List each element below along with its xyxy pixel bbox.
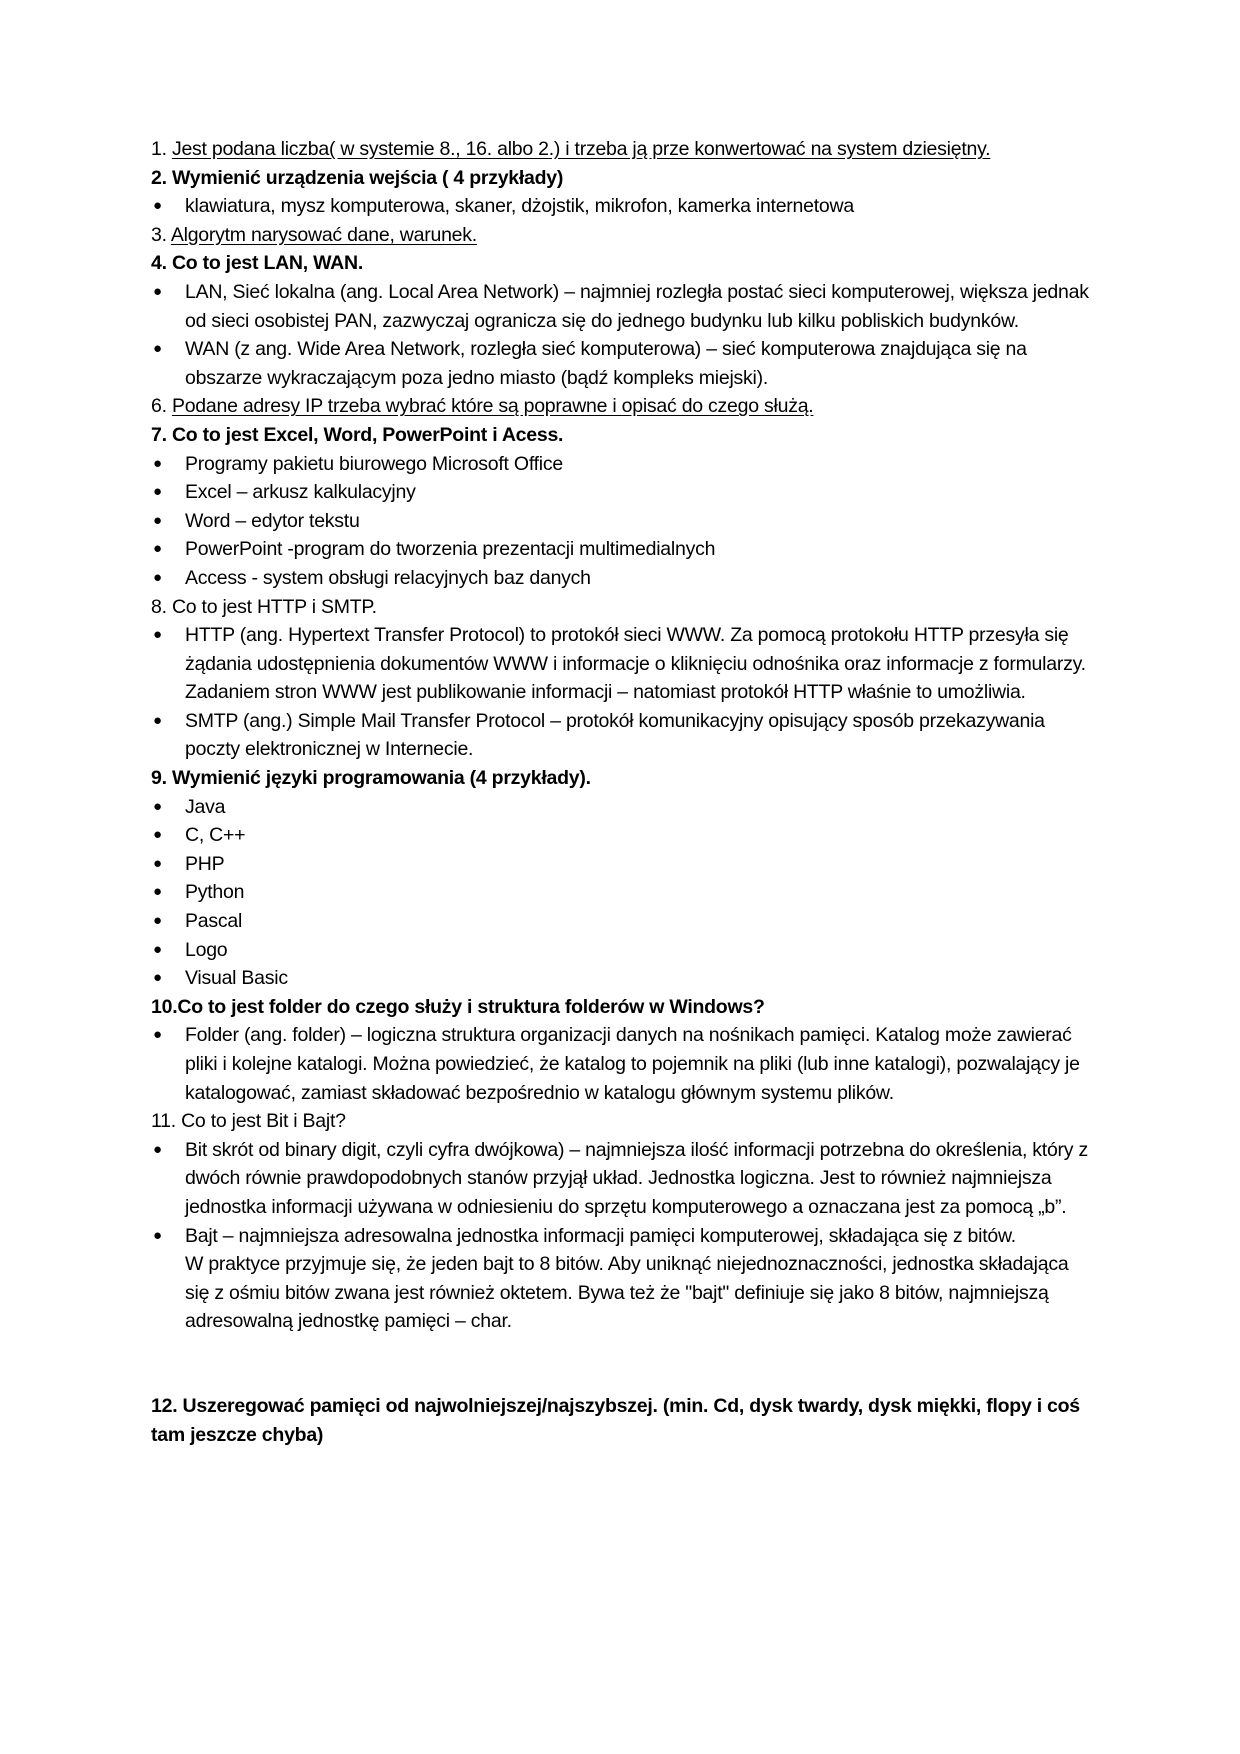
list-item-text: Programy pakietu biurowego Microsoft Office xyxy=(185,452,563,475)
question-text: Co to jest HTTP i SMTP. xyxy=(171,595,377,618)
bullet-icon: ● xyxy=(153,626,162,644)
list-item xyxy=(151,535,1091,564)
question-7 xyxy=(151,421,1091,450)
bullet-icon: ● xyxy=(153,1226,162,1244)
list-item-text: HTTP (ang. Hypertext Transfer Protocol) to protokół sieci WWW. Za pomocą protokołu HTTP przesyła się żądania udostępnienia dokumentów WWW i informacje o kliknięciu odnośnika oraz informacje z formularzy. Zadaniem stron WWW jest publikowanie informacji – natomiast protokół HTTP właśnie to umożliwia. xyxy=(185,624,1086,704)
list-item xyxy=(151,450,1091,479)
list-item-text: Excel – arkusz kalkulacyjny xyxy=(185,481,416,504)
question-number: 4. xyxy=(151,252,167,275)
question-number: 6. xyxy=(151,395,167,418)
bullet-icon: ● xyxy=(153,883,162,901)
list-item xyxy=(151,964,1091,993)
list-item xyxy=(151,936,1091,965)
question-10 xyxy=(151,993,1091,1022)
bullet-icon: ● xyxy=(153,969,162,987)
bullet-icon: ● xyxy=(153,711,162,729)
answer-list-q9 xyxy=(151,793,1091,993)
list-item-text: Logo xyxy=(185,938,228,961)
bullet-icon: ● xyxy=(153,826,162,844)
question-number: 12. xyxy=(151,1394,178,1417)
question-number: 7. xyxy=(151,423,167,446)
list-item-text: Bit skrót od binary digit, czyli cyfra dwójkowa) – najmniejsza ilość informacji potrzebna do określenia, który z dwóch równie prawdopodobnych stanów przyjął układ. Jednostka logiczna. Jest to również najmniejsza jednostka informacji używana w odniesieniu do sprzętu komputerowego a oznaczana jest za pomocą „b”. xyxy=(185,1138,1088,1218)
bullet-icon: ● xyxy=(153,540,162,558)
bullet-icon: ● xyxy=(153,1140,162,1158)
list-item-text: PHP xyxy=(185,852,225,875)
question-text: Algorytm narysować dane, warunek. xyxy=(170,223,477,246)
bullet-icon: ● xyxy=(153,854,162,872)
question-text: Wymienić urządzenia wejścia ( 4 przykłady) xyxy=(171,166,564,189)
question-4 xyxy=(151,249,1091,278)
question-text: Jest podana liczba( w systemie 8., 16. albo 2.) i trzeba ją prze konwertować na system dziesiętny. xyxy=(171,138,991,160)
list-item xyxy=(151,564,1091,593)
bullet-icon: ● xyxy=(153,912,162,930)
list-item xyxy=(151,878,1091,907)
question-number: 1. xyxy=(151,138,167,160)
question-8 xyxy=(151,593,1091,622)
list-item xyxy=(151,707,1091,764)
question-number: 3. xyxy=(151,223,167,246)
bullet-icon: ● xyxy=(153,340,162,358)
list-item xyxy=(151,192,1091,221)
bullet-icon: ● xyxy=(153,940,162,958)
list-item xyxy=(151,793,1091,822)
list-item-text: Bajt – najmniejsza adresowalna jednostka informacji pamięci komputerowej, składająca się z bitów. xyxy=(185,1224,1016,1247)
list-item xyxy=(151,907,1091,936)
list-item-text: Word – edytor tekstu xyxy=(185,509,360,532)
question-6 xyxy=(151,392,1091,421)
question-12 xyxy=(151,1392,1091,1449)
list-item xyxy=(151,335,1091,392)
list-item-text: klawiatura, mysz komputerowa, skaner, dżojstik, mikrofon, kamerka internetowa xyxy=(185,195,854,218)
question-3 xyxy=(151,221,1091,250)
list-item-text: C, C++ xyxy=(185,824,246,847)
question-2 xyxy=(151,164,1091,193)
list-item xyxy=(151,507,1091,536)
bullet-icon: ● xyxy=(153,568,162,586)
question-text: Co to jest folder do czego służy i struktura folderów w Windows? xyxy=(177,995,765,1018)
list-item-text: WAN (z ang. Wide Area Network, rozległa sieć komputerowa) – sieć komputerowa znajdująca się na obszarze wykraczającym poza jedno miasto (bądź kompleks miejski). xyxy=(185,338,1027,389)
question-text: Co to jest LAN, WAN. xyxy=(171,252,364,275)
question-number: 2. xyxy=(151,166,167,189)
question-text: Co to jest Bit i Bajt? xyxy=(181,1110,346,1133)
question-number: 8. xyxy=(151,595,167,618)
answer-list-q4 xyxy=(151,278,1091,392)
question-1 xyxy=(151,135,1091,164)
bullet-icon: ● xyxy=(153,797,162,815)
answer-list-q8 xyxy=(151,621,1091,764)
bullet-icon: ● xyxy=(153,483,162,501)
list-item-text: Visual Basic xyxy=(185,967,288,990)
list-item-text: LAN, Sieć lokalna (ang. Local Area Network) – najmniej rozległa postać sieci komputerowej, większa jednak od sieci osobistej PAN, zazwyczaj ogranicza się do jednego budynku lub kilku pobliskich budynków. xyxy=(185,280,1089,332)
bullet-icon: ● xyxy=(153,454,162,472)
bullet-icon: ● xyxy=(153,511,162,529)
list-item-text: Python xyxy=(185,881,245,904)
list-item xyxy=(151,1021,1091,1107)
question-11 xyxy=(151,1107,1091,1136)
list-item-continuation: W praktyce przyjmuje się, że jeden bajt to 8 bitów. Aby uniknąć niejednoznaczności, jednostka składająca się z ośmiu bitów zwana jest również oktetem. Bywa też że "bajt" definiuje się jako 8 bitów, najmniejszą adresowalną jednostkę pamięci – char. xyxy=(185,1253,1069,1333)
list-item-text: PowerPoint -program do tworzenia prezentacji multimedialnych xyxy=(185,538,716,561)
question-text: Wymienić języki programowania (4 przykłady). xyxy=(171,767,591,790)
list-item xyxy=(151,821,1091,850)
question-text: Co to jest Excel, Word, PowerPoint i Acess. xyxy=(171,423,564,446)
answer-list-q7 xyxy=(151,450,1091,593)
list-item-text: Access - system obsługi relacyjnych baz danych xyxy=(185,566,591,589)
list-item xyxy=(151,278,1091,335)
list-item xyxy=(151,1136,1091,1222)
bullet-icon: ● xyxy=(153,197,162,215)
answer-list-q11 xyxy=(151,1136,1091,1250)
list-item xyxy=(151,1222,1091,1251)
blank-space xyxy=(151,1336,1091,1392)
list-item xyxy=(151,478,1091,507)
question-text: Podane adresy IP trzeba wybrać które są poprawne i opisać do czego służą. xyxy=(171,395,814,418)
list-item-text: Java xyxy=(185,795,226,818)
list-item-text: Folder (ang. folder) – logiczna struktura organizacji danych na nośnikach pamięci. Katalog może zawierać pliki i kolejne katalogi. Można powiedzieć, że katalog to pojemnik na pliki (lub inne katalogi), pozwalający je katalogować, zamiast składować bezpośrednio w katalogu głównym systemu plików. xyxy=(185,1024,1080,1104)
bullet-icon: ● xyxy=(153,1026,162,1044)
question-number: 11. xyxy=(151,1110,176,1133)
question-number: 10. xyxy=(151,995,178,1018)
question-text: Uszeregować pamięci od najwolniejszej/najszybszej. (min. Cd, dysk twardy, dysk miękki, flopy i coś tam jeszcze chyba) xyxy=(151,1394,1080,1446)
list-item-text: Pascal xyxy=(185,910,243,933)
answer-list-q2 xyxy=(151,192,1091,221)
document-body xyxy=(151,135,1091,1449)
list-item xyxy=(151,850,1091,879)
question-9 xyxy=(151,764,1091,793)
list-item-text: SMTP (ang.) Simple Mail Transfer Protocol – protokół komunikacyjny opisujący sposób przekazywania poczty elektronicznej w Internecie. xyxy=(185,709,1045,761)
question-number: 9. xyxy=(151,767,167,790)
answer-list-q10 xyxy=(151,1021,1091,1107)
bullet-icon: ● xyxy=(153,282,162,300)
list-item xyxy=(151,621,1091,707)
